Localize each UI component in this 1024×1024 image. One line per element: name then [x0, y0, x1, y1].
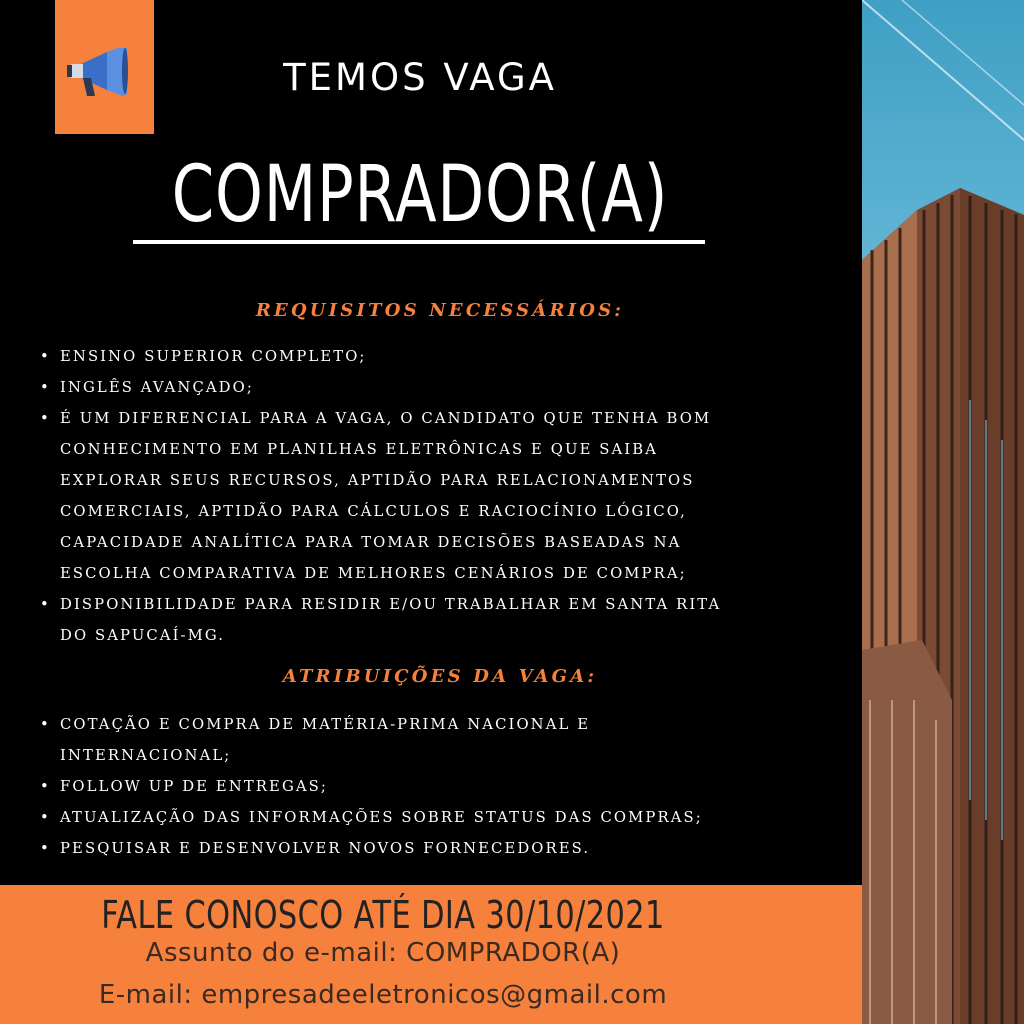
list-item: • COTAÇÃO E COMPRA DE MATÉRIA-PRIMA NACIONAL E [38, 709, 848, 740]
deadline-text: FALE CONOSCO ATÉ DIA 30/10/2021 [101, 893, 665, 937]
megaphone-icon [67, 48, 129, 100]
email-subject: Assunto do e-mail: COMPRADOR(A) [145, 938, 621, 968]
requisitos-heading: REQUISITOS NECESSÁRIOS: [255, 300, 625, 321]
list-item-continuation: ESCOLHA COMPARATIVA DE MELHORES CENÁRIOS DE COMPRA; [60, 565, 687, 582]
subtitle: TEMOS VAGA [283, 56, 557, 99]
list-item: • PESQUISAR E DESENVOLVER NOVOS FORNECEDORES. [38, 833, 848, 864]
requisitos-list [38, 341, 848, 651]
atribuicoes-list [38, 709, 848, 864]
list-item-continuation: CAPACIDADE ANALÍTICA PARA TOMAR DECISÕES BASEADAS NA [60, 534, 682, 551]
icon-box [55, 0, 154, 134]
list-item: • É UM DIFERENCIAL PARA A VAGA, O CANDIDATO QUE TENHA BOM [38, 403, 848, 434]
list-item-continuation: CONHECIMENTO EM PLANILHAS ELETRÔNICAS E QUE SAIBA [60, 441, 658, 458]
list-item: • ATUALIZAÇÃO DAS INFORMAÇÕES SOBRE STATUS DAS COMPRAS; [38, 802, 848, 833]
list-item: • DISPONIBILIDADE PARA RESIDIR E/OU TRABALHAR EM SANTA RITA [38, 589, 848, 620]
list-item-continuation: INTERNACIONAL; [60, 747, 232, 764]
job-title: COMPRADOR(A) [171, 150, 669, 240]
list-item-continuation: COMERCIAIS, APTIDÃO PARA CÁLCULOS E RACIOCÍNIO LÓGICO, [60, 503, 687, 520]
list-item: • FOLLOW UP DE ENTREGAS; [38, 771, 848, 802]
list-item-continuation: EXPLORAR SEUS RECURSOS, APTIDÃO PARA RELACIONAMENTOS [60, 472, 695, 489]
list-item: • ENSINO SUPERIOR COMPLETO; [38, 341, 848, 372]
list-item-continuation: DO SAPUCAÍ-MG. [60, 627, 226, 644]
contact-footer [0, 885, 862, 1024]
building-photo [862, 0, 1024, 1024]
title-underline [133, 240, 705, 244]
list-item: • INGLÊS AVANÇADO; [38, 372, 848, 403]
contact-email[interactable]: E-mail: empresadeeletronicos@gmail.com [98, 980, 668, 1010]
atribuicoes-heading: ATRIBUIÇÕES DA VAGA: [282, 666, 598, 687]
